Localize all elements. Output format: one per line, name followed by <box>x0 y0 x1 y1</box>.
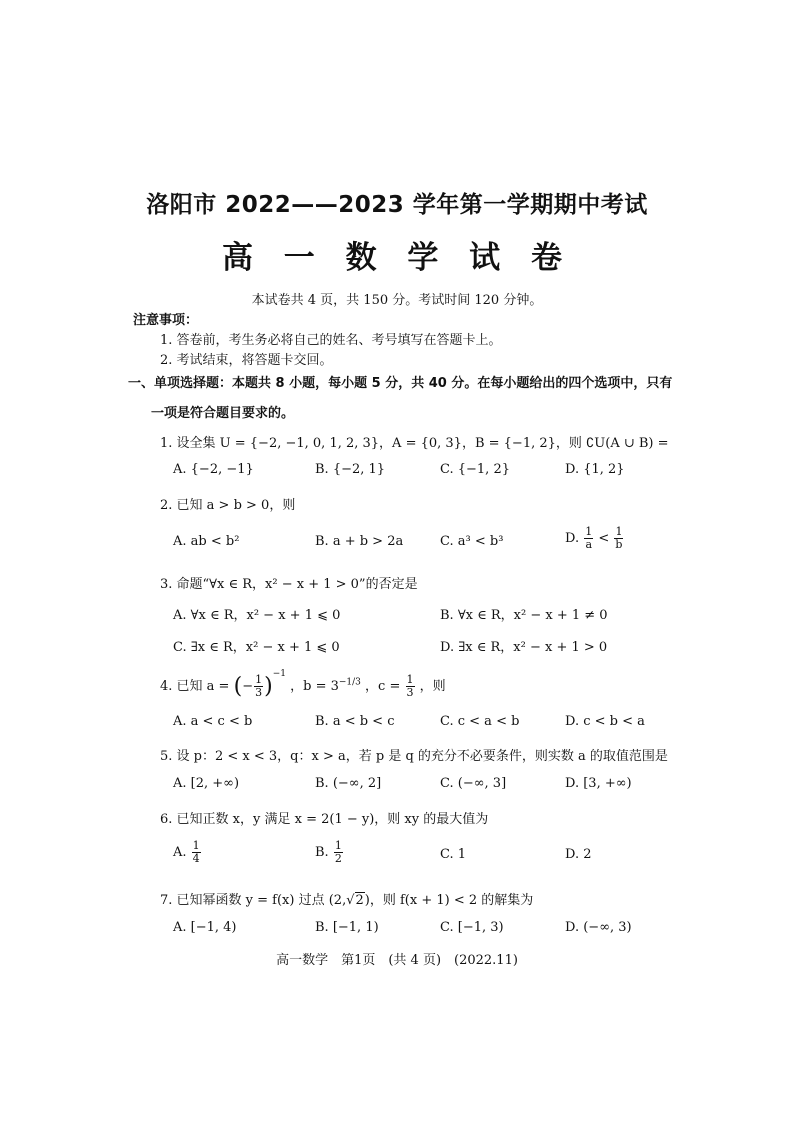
q2-option-b: B. a + b > 2a <box>315 534 404 549</box>
q5-option-b: B. (−∞, 2] <box>315 776 382 791</box>
q1-option-a: A. {−2, −1} <box>173 462 254 477</box>
paren-open: ( <box>233 674 243 699</box>
q4-stem-end: ，则 <box>419 679 446 694</box>
q3-option-d: D. ∃x ∈ R，x² − x + 1 > 0 <box>440 640 608 655</box>
q1-stem: 1. 设全集 U = {−2, −1, 0, 1, 2, 3}，A = {0, 3}，B = {−1, 2}，则 ∁U(A ∪ B) = <box>160 436 669 451</box>
fraction-denominator: 3 <box>255 686 263 699</box>
q4-option-c: C. c < a < b <box>440 714 520 729</box>
fraction-numerator: 1 <box>192 839 200 852</box>
fraction-denominator: b <box>615 538 623 551</box>
q5-option-d: D. [3, +∞) <box>565 776 632 791</box>
q5-option-c: C. (−∞, 3] <box>440 776 507 791</box>
q6-option-c: C. 1 <box>440 847 467 862</box>
section-1-instructions: 一、单项选择题：本题共 8 小题，每小题 5 分，共 40 分。在每小题给出的四个选项中，只有 <box>128 376 673 391</box>
fraction-denominator: 2 <box>334 852 342 865</box>
q7-sqrt-value: 2 <box>355 893 364 908</box>
q4-stem <box>160 669 446 699</box>
q2-option-d-operator: < <box>598 531 610 546</box>
q1-option-d: D. {1, 2} <box>565 462 625 477</box>
q4-fraction <box>254 674 263 699</box>
note-item-2: 2. 考试结束，将答题卡交回。 <box>160 353 333 368</box>
q2-stem: 2. 已知 a > b > 0，则 <box>160 498 296 513</box>
notes-heading: 注意事项： <box>133 313 199 328</box>
page-footer: 高一数学 第1页 (共 4 页) (2022.11) <box>276 953 518 968</box>
q4-stem-c: ，c = <box>365 679 401 694</box>
q5-stem: 5. 设 p：2 < x < 3，q：x > a，若 p 是 q 的充分不必要条件，则实数 a 的取值范围是 <box>160 749 668 764</box>
q6-option-b-fraction <box>334 840 343 865</box>
q3-stem: 3. 命题“∀x ∈ R，x² − x + 1 > 0”的否定是 <box>160 577 418 592</box>
exam-subtitle: 高 一 数 学 试 卷 <box>222 240 572 276</box>
q4-exponent-b: −1/3 <box>338 677 361 688</box>
q4-stem-b: ，b = 3 <box>290 679 339 694</box>
q6-option-b-label: B. <box>315 845 329 860</box>
q4-fraction-c <box>406 674 415 699</box>
q1-option-b: B. {−2, 1} <box>315 462 386 477</box>
q7-option-b: B. [−1, 1) <box>315 920 379 935</box>
exam-intro: 本试卷共 4 页，共 150 分。考试时间 120 分钟。 <box>251 293 543 308</box>
q7-option-c: C. [−1, 3) <box>440 920 504 935</box>
q6-option-b <box>315 840 344 865</box>
fraction-denominator: 3 <box>406 686 414 699</box>
q2-option-c: C. a³ < b³ <box>440 534 504 549</box>
q6-option-a-label: A. <box>173 845 187 860</box>
q4-negative-sign: − <box>242 679 254 694</box>
fraction-numerator: 1 <box>334 839 342 852</box>
q7-option-d: D. (−∞, 3) <box>565 920 632 935</box>
q6-stem: 6. 已知正数 x，y 满足 x = 2(1 − y)，则 xy 的最大值为 <box>160 812 489 827</box>
q1-option-c: C. {−1, 2} <box>440 462 510 477</box>
q3-option-c: C. ∃x ∈ R，x² − x + 1 ⩽ 0 <box>173 640 340 655</box>
q2-option-d-fraction-left <box>584 526 593 551</box>
q7-stem-start: 7. 已知幂函数 y = f(x) 过点 (2, <box>160 893 347 908</box>
q5-option-a: A. [2, +∞) <box>173 776 240 791</box>
q7-option-a: A. [−1, 4) <box>173 920 237 935</box>
fraction-denominator: a <box>585 538 593 551</box>
q6-option-a <box>173 840 202 865</box>
q4-option-a: A. a < c < b <box>173 714 253 729</box>
note-item-1: 1. 答卷前，考生务必将自己的姓名、考号填写在答题卡上。 <box>160 333 502 348</box>
q4-option-b: B. a < b < c <box>315 714 395 729</box>
q3-option-a: A. ∀x ∈ R，x² − x + 1 ⩽ 0 <box>173 608 341 623</box>
q6-option-a-fraction <box>192 840 201 865</box>
q7-stem <box>160 889 533 908</box>
sqrt-icon: √ <box>346 893 355 908</box>
section-1-instructions-cont: 一项是符合题目要求的。 <box>151 406 295 421</box>
q4-stem-start: 4. 已知 a = <box>160 679 230 694</box>
fraction-numerator: 1 <box>406 673 414 686</box>
q4-exponent: −1 <box>272 669 286 679</box>
fraction-denominator: 4 <box>192 852 200 865</box>
q4-option-d: D. c < b < a <box>565 714 645 729</box>
fraction-numerator: 1 <box>615 525 623 538</box>
q2-option-d-label: D. <box>565 531 580 546</box>
q2-option-d <box>565 526 624 551</box>
q6-option-d: D. 2 <box>565 847 592 862</box>
q2-option-a: A. ab < b² <box>173 534 240 549</box>
fraction-numerator: 1 <box>585 525 593 538</box>
q3-option-b: B. ∀x ∈ R，x² − x + 1 ≠ 0 <box>440 608 608 623</box>
exam-title: 洛阳市 2022——2023 学年第一学期期中考试 <box>146 192 648 218</box>
fraction-numerator: 1 <box>255 673 263 686</box>
paren-close: ) <box>264 674 273 699</box>
q2-option-d-fraction-right <box>614 526 623 551</box>
q7-stem-end: )，则 f(x + 1) < 2 的解集为 <box>364 893 534 908</box>
